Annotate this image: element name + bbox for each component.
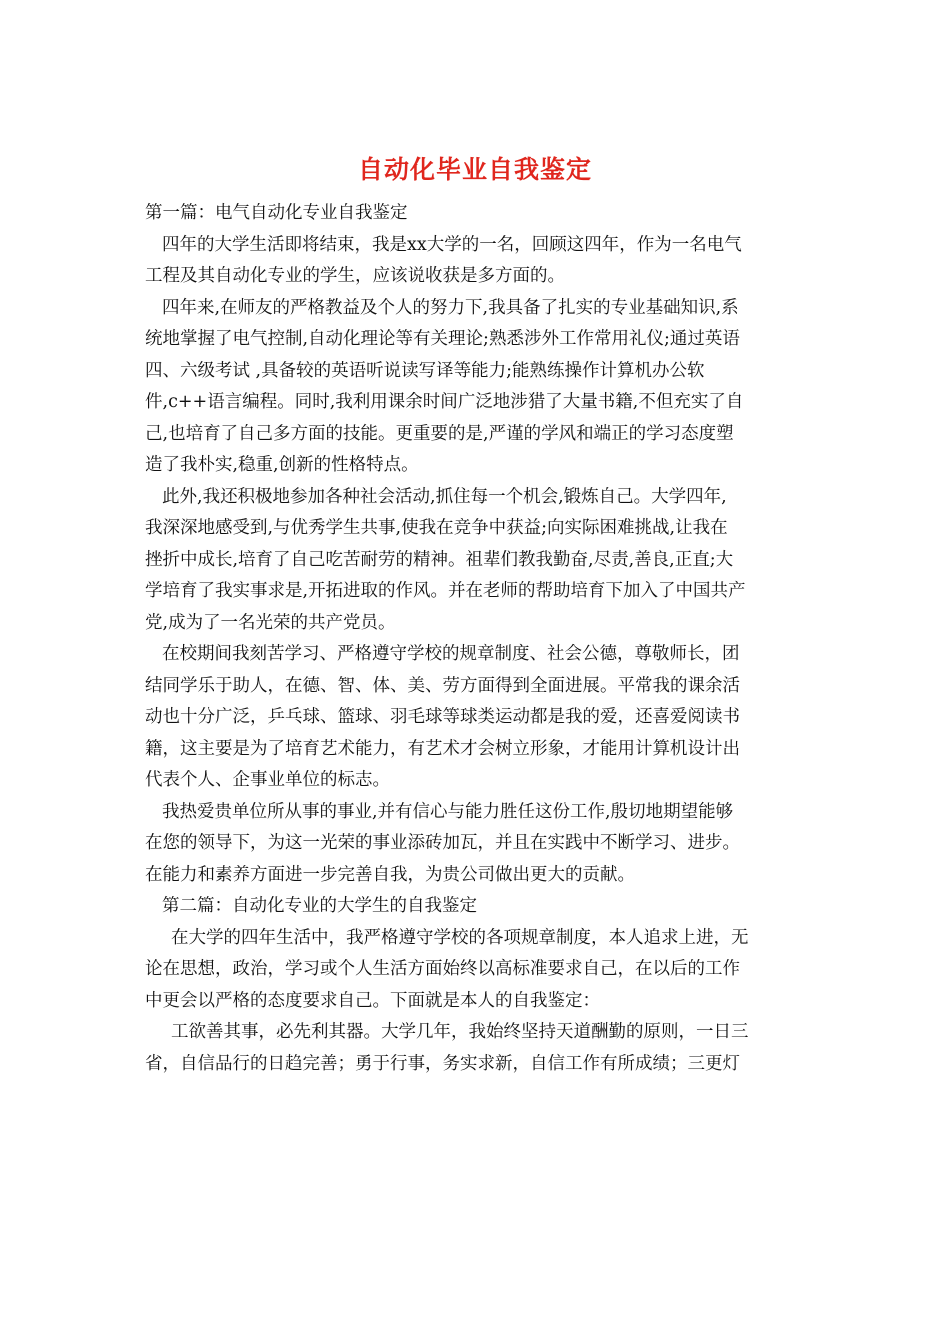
section-heading-2: 第二篇：自动化专业的大学生的自我鉴定 <box>162 896 477 916</box>
paragraph-line: 在校期间我刻苦学习、严格遵守学校的规章制度、社会公德，尊敬师长，团 <box>162 644 740 664</box>
section-heading-1: 第一篇：电气自动化专业自我鉴定 <box>145 203 408 223</box>
paragraph-line: 党,成为了一名光荣的共产党员。 <box>145 612 396 633</box>
paragraph-line: 统地掌握了电气控制,自动化理论等有关理论;熟悉涉外工作常用礼仪;通过英语 <box>145 329 740 349</box>
paragraph-line: 中更会以严格的态度要求自己。下面就是本人的自我鉴定： <box>145 990 600 1011</box>
paragraph-line: 己,也培育了自己多方面的技能。更重要的是,严谨的学风和端正的学习态度塑 <box>145 423 734 444</box>
paragraph-line: 件,c++语言编程。同时,我利用课余时间广泛地涉猎了大量书籍,不但充实了自 <box>145 392 744 412</box>
paragraph-line: 四、六级考试 ,具备较的英语听说读写译等能力;能熟练操作计算机办公软 <box>145 360 705 381</box>
paragraph-line: 我深深地感受到,与优秀学生共事,使我在竞争中获益;向实际困难挑战,让我在 <box>145 518 728 538</box>
paragraph-line: 我热爱贵单位所从事的事业,并有信心与能力胜任这份工作,殷切地期望能够 <box>162 801 734 822</box>
paragraph-line: 论在思想，政治，学习或个人生活方面始终以高标准要求自己，在以后的工作 <box>145 959 740 979</box>
paragraph-line: 工欲善其事，必先利其器。大学几年，我始终坚持天道酬勤的原则，一日三 <box>171 1022 749 1042</box>
paragraph-line: 学培育了我实事求是,开拓进取的作风。并在老师的帮助培育下加入了中国共产 <box>145 581 746 601</box>
document-body <box>145 198 810 1080</box>
paragraph-line: 代表个人、企事业单位的标志。 <box>145 770 390 790</box>
paragraph-line: 工程及其自动化专业的学生，应该说收获是多方面的。 <box>145 266 565 286</box>
paragraph-line: 在您的领导下，为这一光荣的事业添砖加瓦，并且在实践中不断学习、进步。 <box>145 833 740 853</box>
paragraph-line: 四年的大学生活即将结束，我是xx大学的一名，回顾这四年，作为一名电气 <box>162 234 742 255</box>
paragraph-line: 籍，这主要是为了培育艺术能力，有艺术才会树立形象，才能用计算机设计出 <box>145 738 740 759</box>
paragraph-line: 动也十分广泛，乒乓球、篮球、羽毛球等球类运动都是我的爱，还喜爱阅读书 <box>145 707 740 727</box>
paragraph-line: 在大学的四年生活中，我严格遵守学校的各项规章制度，本人追求上进，无 <box>171 927 749 948</box>
paragraph-line: 在能力和素养方面进一步完善自我，为贵公司做出更大的贡献。 <box>145 864 635 885</box>
document-title: 自动化毕业自我鉴定 <box>357 155 592 184</box>
paragraph-line: 省，自信品行的日趋完善；勇于行事，务实求新，自信工作有所成绩；三更灯 <box>145 1053 740 1074</box>
paragraph-line: 四年来,在师友的严格教益及个人的努力下,我具备了扎实的专业基础知识,系 <box>162 297 739 318</box>
paragraph-line: 造了我朴实,稳重,创新的性格特点。 <box>145 455 419 475</box>
paragraph-line: 挫折中成长,培育了自己吃苦耐劳的精神。祖辈们教我勤奋,尽责,善良,正直;大 <box>145 549 734 570</box>
paragraph-line: 结同学乐于助人，在德、智、体、美、劳方面得到全面进展。平常我的课余活 <box>145 675 740 696</box>
paragraph-line: 此外,我还积极地参加各种社会活动,抓住每一个机会,锻炼自己。大学四年, <box>162 486 727 507</box>
